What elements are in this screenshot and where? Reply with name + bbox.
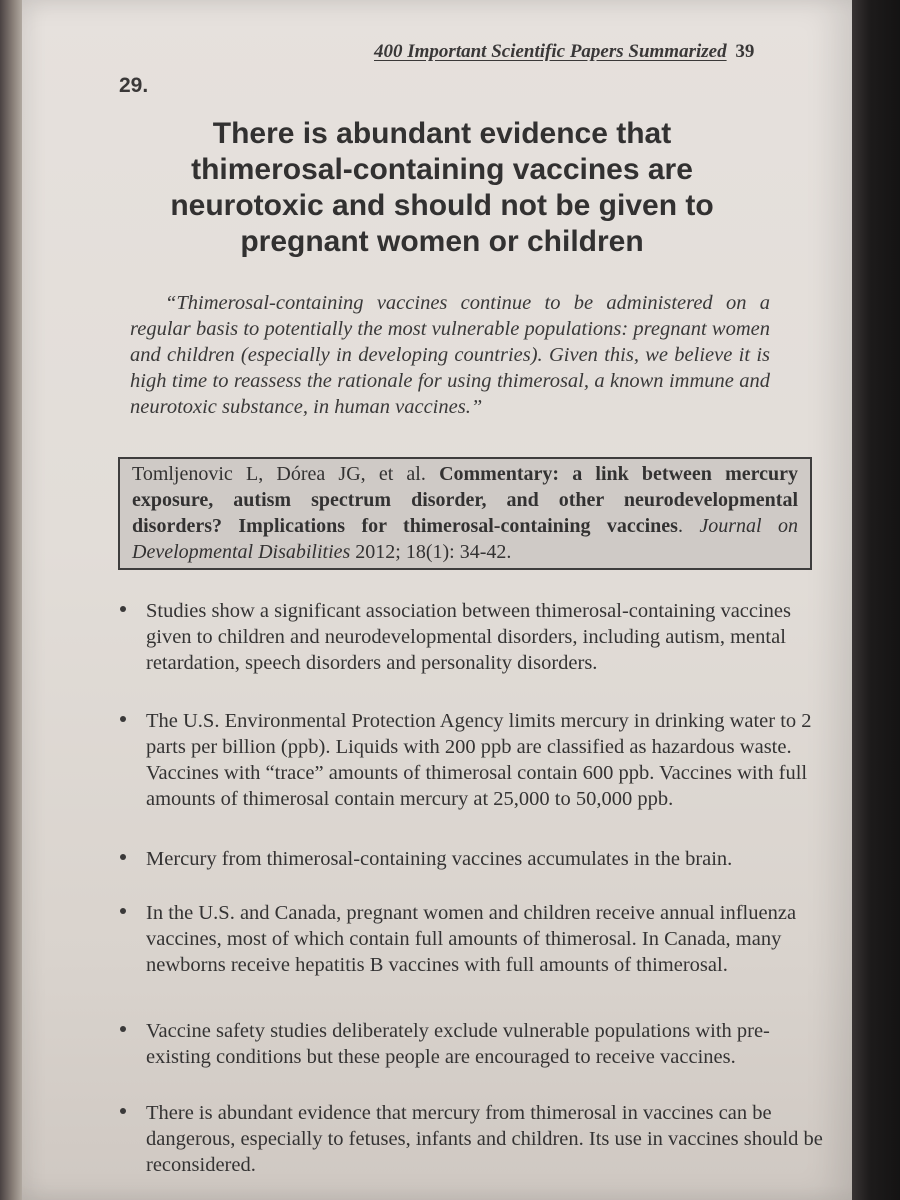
citation-details: 2012; 18(1): 34-42. <box>355 541 512 563</box>
pull-quote: “Thimerosal-containing vaccines continue to be administered on a regular basis to potentially the most vulnerable populations: pregnant women and children (especially in developing countries). Given this, we believe it is high time to reassess the rationale for using thimerosal, a known immune and neurotoxic substance, in human vaccines.” <box>130 292 770 418</box>
citation-authors: Tomljenovic L, Dórea JG, et al. <box>132 463 426 485</box>
bullet-icon <box>120 1108 126 1114</box>
bullet-item <box>124 1100 834 1178</box>
page-number: 39 <box>735 41 755 62</box>
bullet-icon <box>120 908 126 914</box>
citation-title-period: . <box>677 515 683 537</box>
running-head <box>374 41 754 63</box>
bullet-text: In the U.S. and Canada, pregnant women and children receive annual influenza vaccines, most of which contain full amounts of thimerosal. In Canada, many newborns receive hepatitis B vaccines with full amounts of thimerosal. <box>146 902 797 976</box>
citation-journal: Journal on Developmental Disabilities <box>132 515 798 563</box>
bullet-text: There is abundant evidence that mercury from thimerosal in vaccines can be dangerous, especially to fetuses, infants and children. Its use in vaccines should be reconsidered. <box>146 1102 823 1176</box>
bullet-icon <box>120 606 126 612</box>
bullet-item <box>124 598 834 676</box>
running-head-title: 400 Important Scientific Papers Summarized <box>374 41 727 62</box>
chapter-heading: There is abundant evidence that thimerosal-containing vaccines are neurotoxic and should not be given to pregnant women or children <box>170 117 714 258</box>
citation-box <box>118 457 812 570</box>
chapter-number: 29. <box>119 74 149 97</box>
bullet-item <box>124 708 834 812</box>
bullet-icon <box>120 854 126 860</box>
bullet-text: Studies show a significant association between thimerosal-containing vaccines given to children and neurodevelopmental disorders, including autism, mental retardation, speech disorders and personality disorders. <box>146 600 792 674</box>
bullet-text: Mercury from thimerosal-containing vaccines accumulates in the brain. <box>146 848 733 870</box>
bullet-text: The U.S. Environmental Protection Agency limits mercury in drinking water to 2 parts per billion (ppb). Liquids with 200 ppb are classified as hazardous waste. Vaccines with “trace” amounts of thimerosal contain 600 ppb. Vaccines with full amounts of thimerosal contain mercury at 25,000 to 50,000 ppb. <box>146 710 812 810</box>
bullet-icon <box>120 716 126 722</box>
bullet-item <box>124 1018 834 1070</box>
citation-title: Commentary: a link between mercury exposure, autism spectrum disorder, and other neurodevelopmental disorders? Implications for thimerosal-containing vaccines <box>132 463 799 537</box>
bullet-icon <box>120 1026 126 1032</box>
left-page-edge <box>0 0 24 1200</box>
bullet-text: Vaccine safety studies deliberately exclude vulnerable populations with pre-existing conditions but these people are encouraged to receive vaccines. <box>146 1020 770 1068</box>
bullet-item <box>124 846 834 872</box>
background-shadow <box>850 0 900 1200</box>
bullet-item <box>124 900 834 978</box>
book-page <box>22 0 852 1200</box>
